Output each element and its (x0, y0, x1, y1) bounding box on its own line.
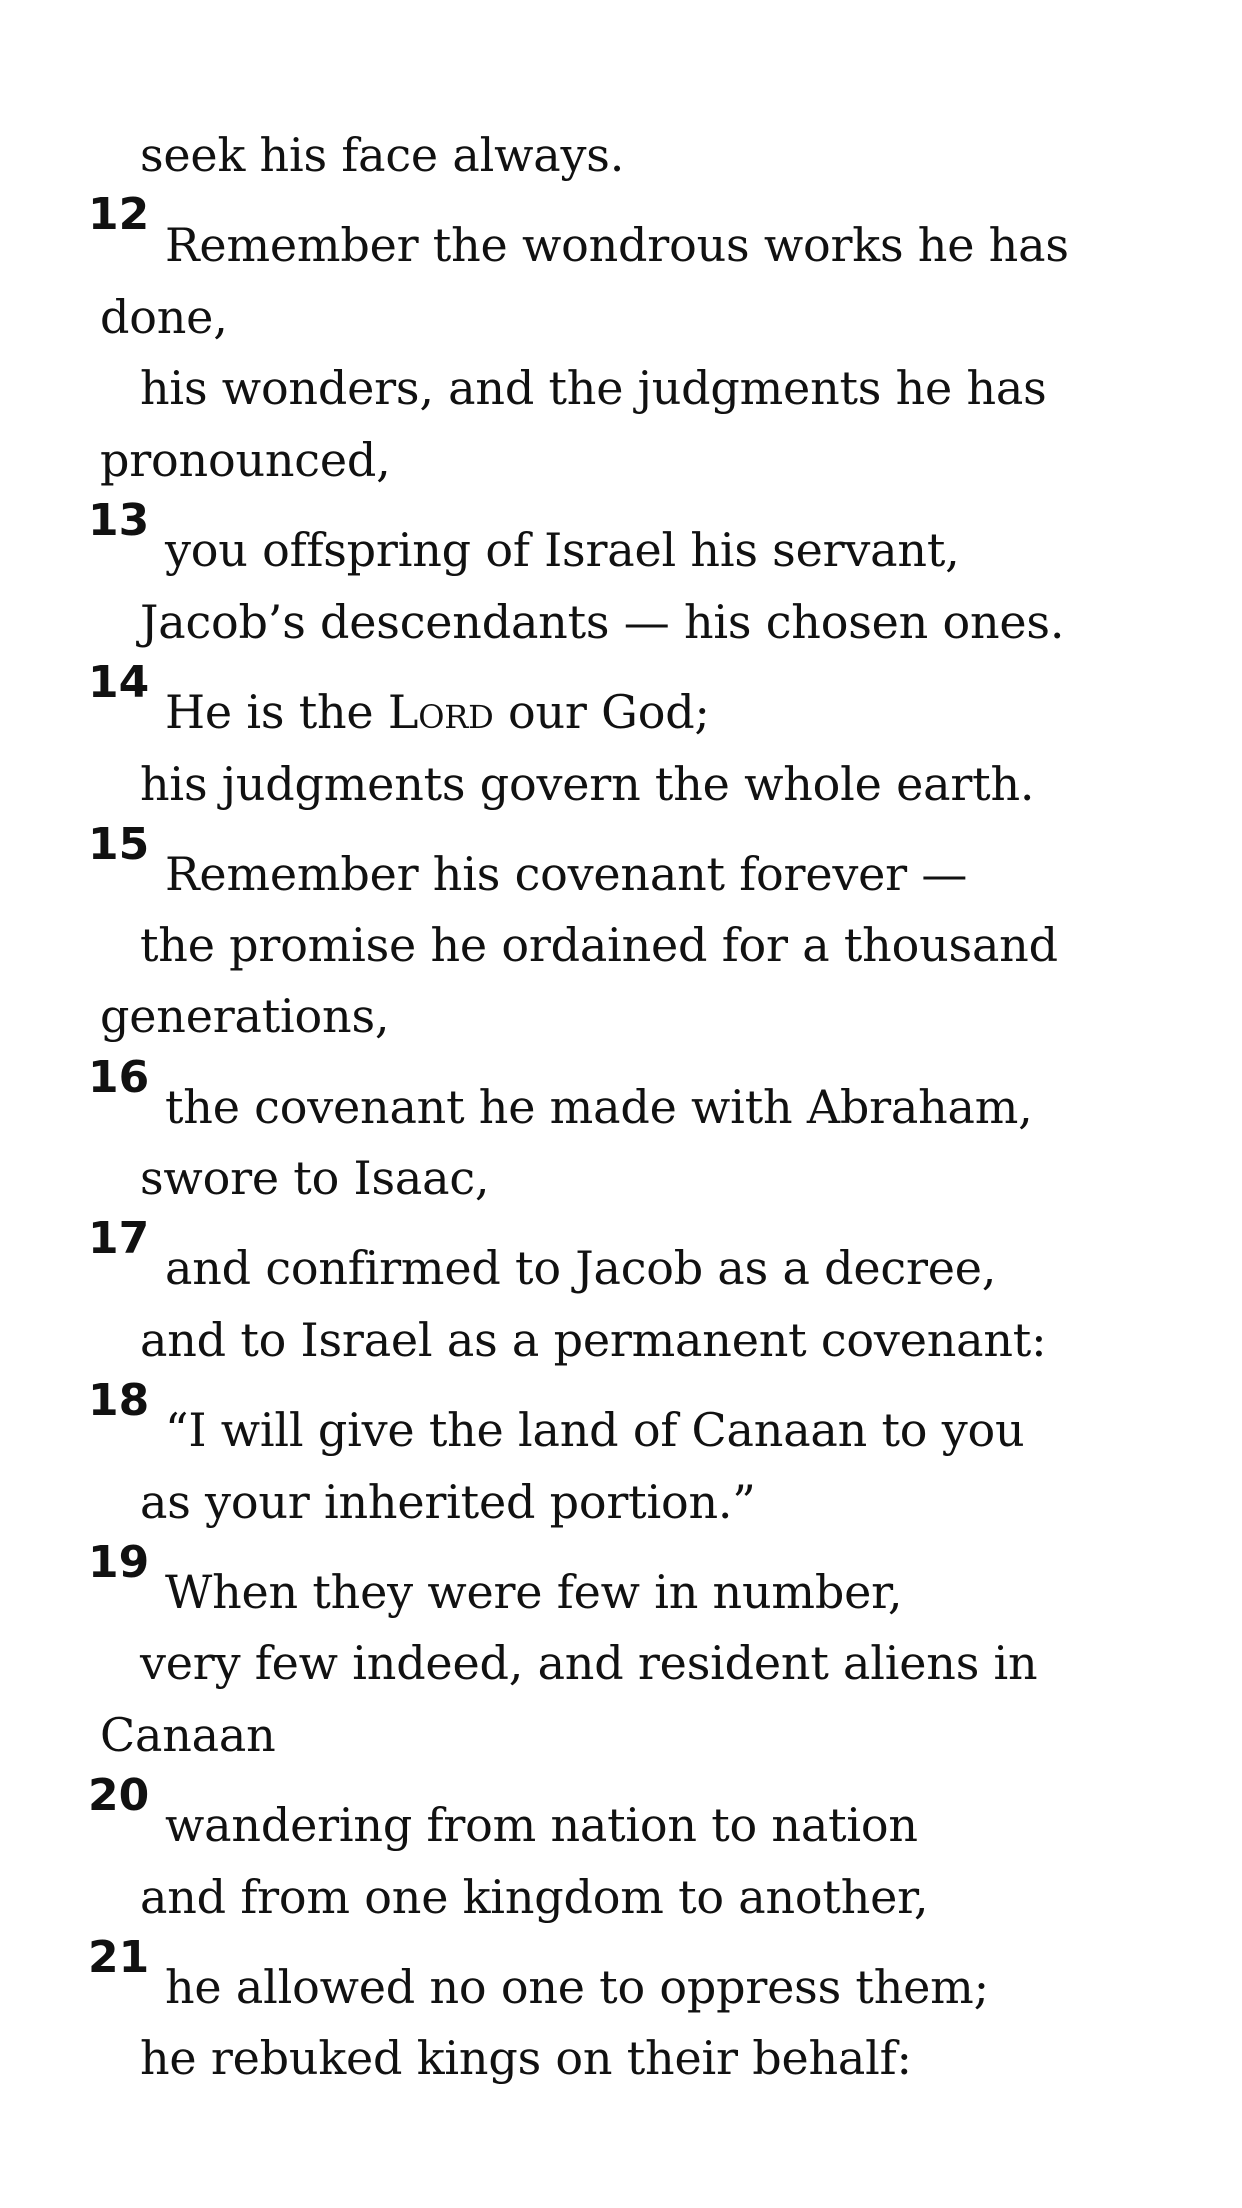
divine-name: Lord (387, 685, 494, 739)
verse-line: he allowed no one to oppress them; (165, 1960, 989, 2014)
verse-number-14: 14 (88, 657, 150, 708)
verse-line: Jacob’s descendants — his chosen ones. (140, 595, 1065, 649)
verse-number-15: 15 (88, 819, 150, 870)
verse-line: swore to Isaac, (140, 1151, 490, 1205)
verse-text: He is the (165, 685, 388, 739)
verse-number-17: 17 (88, 1213, 150, 1264)
verse-line: done, (100, 290, 228, 344)
verse-line: and confirmed to Jacob as a decree, (165, 1241, 997, 1295)
verse-line: and from one kingdom to another, (140, 1870, 929, 1924)
verse-number-16: 16 (88, 1052, 150, 1103)
verse-number-13: 13 (88, 495, 150, 546)
verse-number-20: 20 (88, 1770, 150, 1821)
verse-line: his judgments govern the whole earth. (140, 757, 1035, 811)
verse-line: as your inherited portion.” (140, 1475, 756, 1529)
verse-line: Canaan (100, 1708, 276, 1762)
verse-line: “I will give the land of Canaan to you (165, 1403, 1025, 1457)
verse-line: and to Israel as a permanent covenant: (140, 1313, 1047, 1367)
verse-line: Remember the wondrous works he has (165, 218, 1069, 272)
verse-line: wandering from nation to nation (165, 1798, 918, 1852)
verse-line: his wonders, and the judgments he has (140, 361, 1047, 415)
verse-line: the promise he ordained for a thousand (140, 918, 1058, 972)
verse-line: When they were few in number, (165, 1565, 903, 1619)
verse-line (165, 682, 710, 742)
verse-text: our God; (493, 685, 710, 739)
verse-line: very few indeed, and resident aliens in (140, 1636, 1038, 1690)
verse-number-18: 18 (88, 1375, 150, 1426)
verse-line: pronounced, (100, 433, 391, 487)
verse-line: Remember his covenant forever — (165, 847, 968, 901)
verse-line: the covenant he made with Abraham, (165, 1080, 1033, 1134)
verse-line: seek his face always. (140, 128, 625, 182)
verse-line: you offspring of Israel his servant, (165, 523, 960, 577)
verse-number-12: 12 (88, 189, 150, 240)
verse-number-21: 21 (88, 1932, 150, 1983)
verse-number-19: 19 (88, 1537, 150, 1588)
verse-line: he rebuked kings on their behalf: (140, 2031, 912, 2085)
verse-line: generations, (100, 989, 390, 1043)
